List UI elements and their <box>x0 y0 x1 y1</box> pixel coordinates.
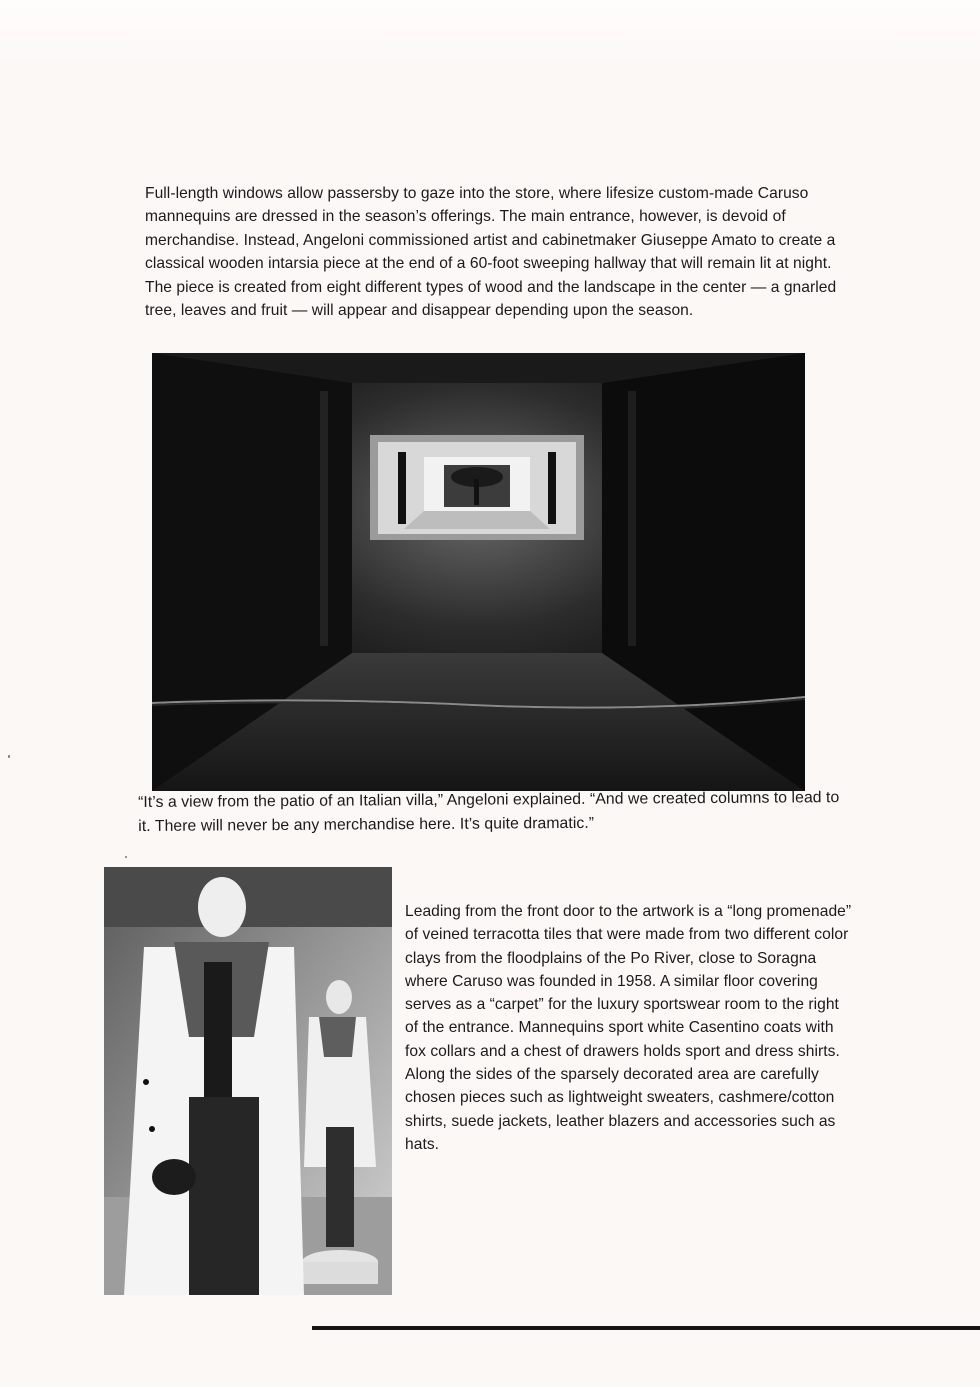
article-paragraph: Leading from the front door to the artwork is a “long promenade” of veined terracotta tiles that were made from two different color clays from the floodplains of the Po River, close to Soragna where Caruso was founded in 1958. A similar floor covering serves as a “carpet” for the luxury sportswear room to the right of the entrance. Mannequins sport white Casentino coats with fox collars and a chest of drawers holds sport and dress shirts. Along the sides of the sparsely decorated area are carefully chosen pieces such as lightweight sweaters, cashmere/cotton shirts, suede jackets, leather blazers and accessories such as hats. <box>405 903 852 1153</box>
scan-speck <box>8 755 10 758</box>
page-edge-line <box>312 1326 980 1330</box>
article-paragraph: Full-length windows allow passersby to gaze into the store, where lifesize custom-made Caruso mannequins are dressed in the season’s offerings. The main entrance, however, is devoid of merchandise. Instead, Angeloni commissioned artist and cabinetmaker Giuseppe Amato to create a classical wooden intarsia piece at the end of a 60-foot sweeping hallway that will remain lit at night. The piece is created from eight different types of wood and the landscape in the center — a gnarled tree, leaves and fruit — will appear and disappear depending upon the season. <box>145 185 837 320</box>
photo-caption: “It’s a view from the patio of an Italian villa,” Angeloni explained. “And we created columns to lead to it. There will never be any merchandise here. It’s quite dramatic.” <box>138 789 840 835</box>
hallway-intarsia-photo <box>152 353 805 791</box>
mannequins-photo <box>104 867 392 1295</box>
page-background <box>0 0 980 70</box>
scan-speck <box>125 856 127 858</box>
